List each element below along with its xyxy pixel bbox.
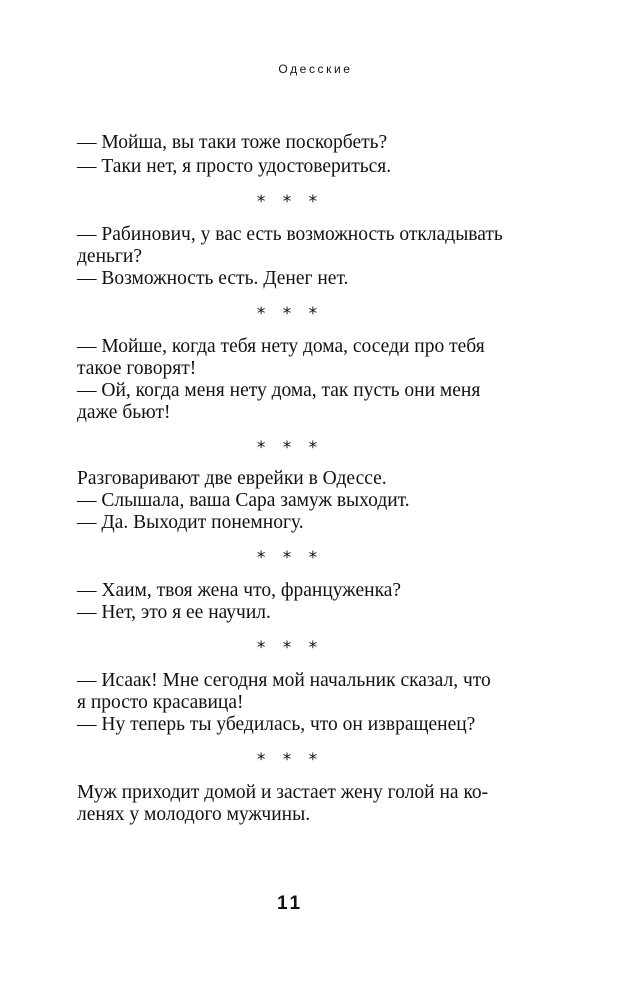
text-line: — Хаим, твоя жена что, француженка?	[77, 580, 402, 601]
section-separator: * * *	[256, 438, 324, 458]
text-line: Муж приходит домой и застает жену голой на ко-	[77, 782, 489, 803]
text-line: — Слышала, ваша Сара замуж выходит.	[77, 490, 410, 511]
section-separator: * * *	[256, 638, 324, 658]
text-line: — Ну теперь ты убедилась, что он извращенец?	[77, 714, 476, 735]
section-separator: * * *	[256, 304, 324, 324]
text-line: деньги?	[77, 246, 142, 267]
text-line: такое говорят!	[77, 358, 197, 379]
text-line: — Мойша, вы таки тоже поскорбеть?	[77, 132, 388, 153]
text-line: я просто красавица!	[77, 692, 244, 713]
text-line: — Рабинович, у вас есть возможность откладывать	[77, 224, 503, 245]
text-line: ленях у молодого мужчины.	[77, 804, 311, 825]
text-line: — Исаак! Мне сегодня мой начальник сказал, что	[77, 670, 491, 691]
running-head: Одесские	[278, 62, 353, 76]
text-line: — Таки нет, я просто удостовериться.	[77, 156, 392, 177]
text-line: — Мойше, когда тебя нету дома, соседи про тебя	[77, 336, 485, 357]
text-line: Разговаривают две еврейки в Одессе.	[77, 468, 387, 489]
section-separator: * * *	[256, 548, 324, 568]
text-line: даже бьют!	[77, 402, 171, 423]
text-line: — Возможность есть. Денег нет.	[77, 268, 349, 289]
page-number: 11	[276, 893, 304, 914]
text-line: — Да. Выходит понемногу.	[77, 512, 304, 533]
text-line: — Нет, это я ее научил.	[77, 602, 271, 623]
section-separator: * * *	[256, 192, 324, 212]
section-separator: * * *	[256, 750, 324, 770]
text-line: — Ой, когда меня нету дома, так пусть они меня	[77, 380, 481, 401]
